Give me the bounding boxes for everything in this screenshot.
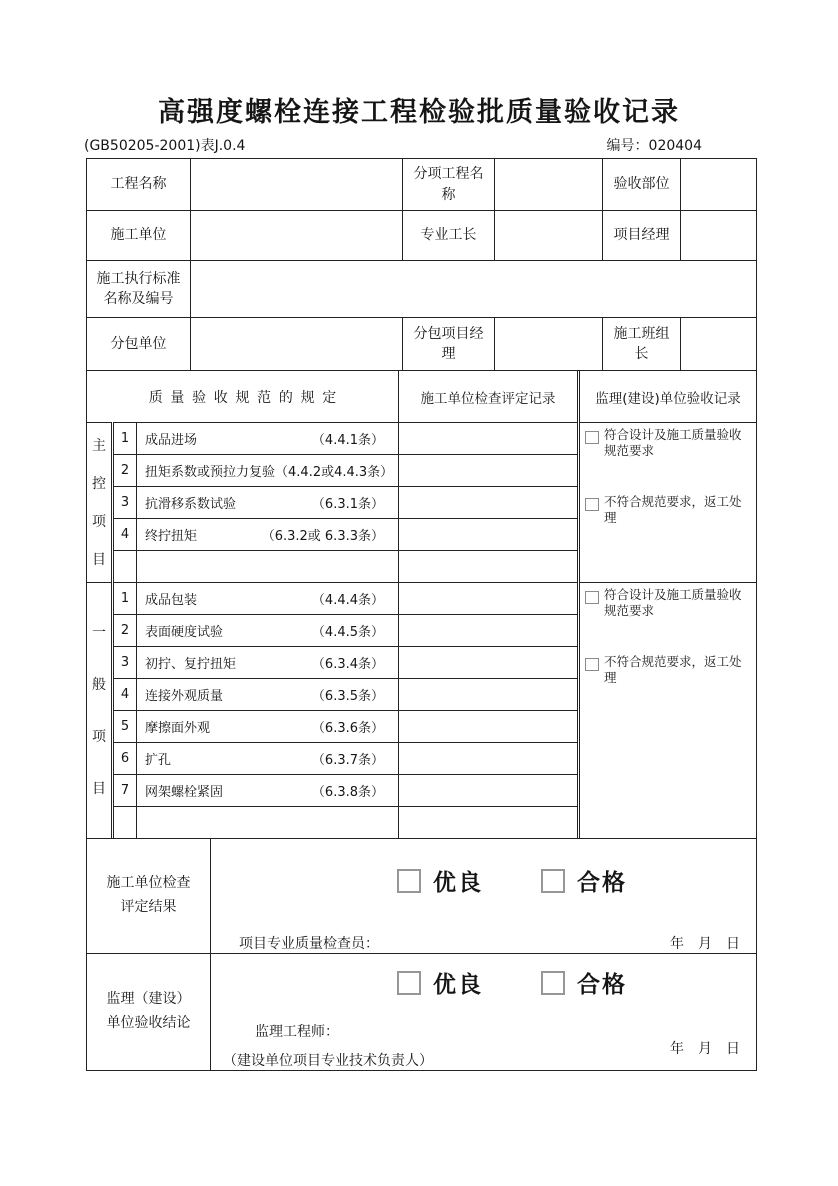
supervisor-excellent-checkbox[interactable]	[397, 971, 421, 995]
supervisor-fail-checkbox[interactable]	[585, 498, 599, 511]
item-clause: （6.3.1条）	[311, 497, 384, 512]
contractor-signature-row	[239, 933, 740, 953]
item-clause: （6.3.4条）	[311, 657, 384, 672]
contractor-record-cell[interactable]	[399, 743, 579, 775]
contractor-record-cell[interactable]	[399, 455, 579, 487]
inspector-label: 项目专业质量检查员：	[239, 936, 379, 952]
item-no: 5	[113, 711, 137, 743]
item-name: 表面硬度试验	[145, 625, 224, 640]
project-name-input[interactable]	[191, 159, 403, 211]
contractor-record-cell[interactable]	[399, 615, 579, 647]
supervisor-fail-option	[585, 494, 753, 527]
construction-unit-input[interactable]	[191, 211, 403, 261]
supervisor-pass-option	[585, 427, 753, 460]
item-name: 初拧、复拧扭矩	[145, 657, 237, 672]
supervisor-pass-label: 符合设计及施工质量验收规范要求	[604, 427, 742, 459]
supervisor-excellent-label: 优良	[433, 972, 483, 998]
contractor-evaluation-area	[211, 839, 757, 954]
item-cell	[137, 487, 399, 519]
contractor-date: 年 月 日	[670, 936, 740, 952]
item-cell	[137, 423, 399, 455]
item-no: 6	[113, 743, 137, 775]
table-row	[87, 261, 757, 318]
contractor-record-cell[interactable]	[399, 551, 579, 583]
item-no: 2	[113, 615, 137, 647]
construction-unit-label: 施工单位	[87, 211, 191, 261]
contractor-record-header: 施工单位检查评定记录	[399, 371, 579, 423]
contractor-record-cell[interactable]	[399, 583, 579, 615]
execution-standard-label: 施工执行标准名称及编号	[87, 261, 191, 318]
contractor-record-cell[interactable]	[399, 711, 579, 743]
item-no: 3	[113, 487, 137, 519]
contractor-record-cell[interactable]	[399, 775, 579, 807]
item-name: 抗滑移系数试验	[145, 497, 237, 512]
item-cell	[137, 711, 399, 743]
supervisor-record-header: 监理(建设)单位验收记录	[579, 371, 757, 423]
contractor-excellent-label: 优良	[433, 870, 483, 896]
project-manager-input[interactable]	[681, 211, 757, 261]
doc-number-label: 编号：	[606, 138, 649, 154]
team-leader-label: 施工班组长	[603, 318, 681, 371]
acceptance-part-label: 验收部位	[603, 159, 681, 211]
inspection-table	[86, 370, 757, 839]
item-clause: （6.3.5条）	[311, 689, 384, 704]
supervisor-qualified-checkbox[interactable]	[541, 971, 565, 995]
item-name: 网架螺栓紧固	[145, 785, 224, 800]
supervisor-pass-checkbox[interactable]	[585, 431, 599, 444]
general-item-row	[87, 583, 757, 615]
item-no	[113, 551, 137, 583]
contractor-record-cell[interactable]	[399, 647, 579, 679]
item-cell	[137, 647, 399, 679]
contractor-excellent-checkbox[interactable]	[397, 869, 421, 893]
evaluation-table	[86, 838, 757, 1071]
subcontract-manager-input[interactable]	[495, 318, 603, 371]
item-clause: （4.4.5条）	[311, 625, 384, 640]
item-no: 3	[113, 647, 137, 679]
team-leader-input[interactable]	[681, 318, 757, 371]
item-cell	[137, 679, 399, 711]
item-no: 2	[113, 455, 137, 487]
page-title: 高强度螺栓连接工程检验批质量验收记录	[158, 97, 680, 128]
contractor-record-cell[interactable]	[399, 807, 579, 839]
project-manager-label: 项目经理	[603, 211, 681, 261]
spec-header: 质量验收规范的规定	[87, 371, 399, 423]
acceptance-part-input[interactable]	[681, 159, 757, 211]
item-name: 成品进场	[145, 433, 198, 448]
doc-number-value: 020404	[648, 138, 702, 154]
supervisor-conclusion-area	[211, 954, 757, 1071]
supervisor-engineer-label: 监理工程师：	[255, 1024, 339, 1040]
supervisor-fail-checkbox[interactable]	[585, 658, 599, 671]
supervisor-fail-label: 不符合规范要求，返工处理	[604, 493, 742, 525]
supervisor-options-row	[397, 966, 756, 999]
supervisor-record-general-cell	[579, 583, 757, 839]
item-cell	[137, 455, 399, 487]
item-no: 7	[113, 775, 137, 807]
supervisor-fail-label: 不符合规范要求，返工处理	[604, 653, 742, 685]
item-cell	[137, 743, 399, 775]
supervisor-conclusion-label: 监理（建设）单位验收结论	[87, 954, 211, 1071]
subcontract-unit-label: 分包单位	[87, 318, 191, 371]
item-clause: （4.4.2或4.4.3条）	[275, 465, 394, 480]
item-name: 扩孔	[145, 753, 172, 768]
item-clause: （6.3.6条）	[311, 721, 384, 736]
subtitle-row	[84, 135, 702, 155]
contractor-record-cell[interactable]	[399, 423, 579, 455]
item-cell	[137, 583, 399, 615]
table-row	[87, 159, 757, 211]
info-table	[86, 158, 757, 371]
item-no: 4	[113, 679, 137, 711]
item-name: 终拧扭矩	[145, 529, 198, 544]
subcontract-manager-label: 分包项目经理	[403, 318, 495, 371]
item-cell	[137, 551, 399, 583]
inspection-header-row	[87, 371, 757, 423]
item-clause: （6.3.8条）	[311, 785, 384, 800]
item-clause: （4.4.1条）	[311, 433, 384, 448]
item-cell	[137, 519, 399, 551]
contractor-evaluation-row	[87, 839, 757, 954]
item-clause: （6.3.7条）	[311, 753, 384, 768]
supervisor-record-main-cell	[579, 423, 757, 583]
supervisor-conclusion-row	[87, 954, 757, 1071]
sub-project-name-label: 分项工程名称	[403, 159, 495, 211]
contractor-record-cell[interactable]	[399, 519, 579, 551]
general-section-label: 一般项目	[87, 583, 113, 839]
subcontract-unit-input[interactable]	[191, 318, 403, 371]
item-cell	[137, 807, 399, 839]
contractor-qualified-label: 合格	[577, 870, 627, 896]
contractor-evaluation-label: 施工单位检查评定结果	[87, 839, 211, 954]
supervisor-qualified-label: 合格	[577, 972, 627, 998]
contractor-record-cell[interactable]	[399, 679, 579, 711]
contractor-options-row	[397, 864, 756, 897]
main-control-section-label: 主控项目	[87, 423, 113, 583]
supervisor-date: 年 月 日	[670, 1041, 740, 1057]
item-name: 成品包装	[145, 593, 198, 608]
standard-reference: (GB50205-2001)表J.0.4	[84, 138, 246, 154]
supervisor-fail-option	[585, 654, 753, 687]
supervisor-engineer-note: （建设单位项目专业技术负责人）	[223, 1053, 433, 1069]
item-name: 扭矩系数或预拉力复验	[145, 465, 276, 480]
sub-project-name-input[interactable]	[495, 159, 603, 211]
item-name: 摩擦面外观	[145, 721, 211, 736]
contractor-qualified-checkbox[interactable]	[541, 869, 565, 893]
professional-foreman-label: 专业工长	[403, 211, 495, 261]
supervisor-pass-label: 符合设计及施工质量验收规范要求	[604, 587, 742, 619]
item-no: 1	[113, 423, 137, 455]
item-clause: （4.4.4条）	[311, 593, 384, 608]
project-name-label: 工程名称	[87, 159, 191, 211]
professional-foreman-input[interactable]	[495, 211, 603, 261]
item-cell	[137, 775, 399, 807]
item-no: 4	[113, 519, 137, 551]
doc-number	[607, 135, 702, 155]
supervisor-pass-option	[585, 587, 753, 620]
contractor-record-cell[interactable]	[399, 487, 579, 519]
item-no: 1	[113, 583, 137, 615]
table-row	[87, 211, 757, 261]
item-name: 连接外观质量	[145, 689, 224, 704]
execution-standard-input[interactable]	[191, 261, 757, 318]
supervisor-pass-checkbox[interactable]	[585, 591, 599, 604]
main-item-row	[87, 423, 757, 455]
table-row	[87, 318, 757, 371]
item-no	[113, 807, 137, 839]
item-clause: （6.3.2或 6.3.3条）	[261, 529, 384, 544]
item-cell	[137, 615, 399, 647]
